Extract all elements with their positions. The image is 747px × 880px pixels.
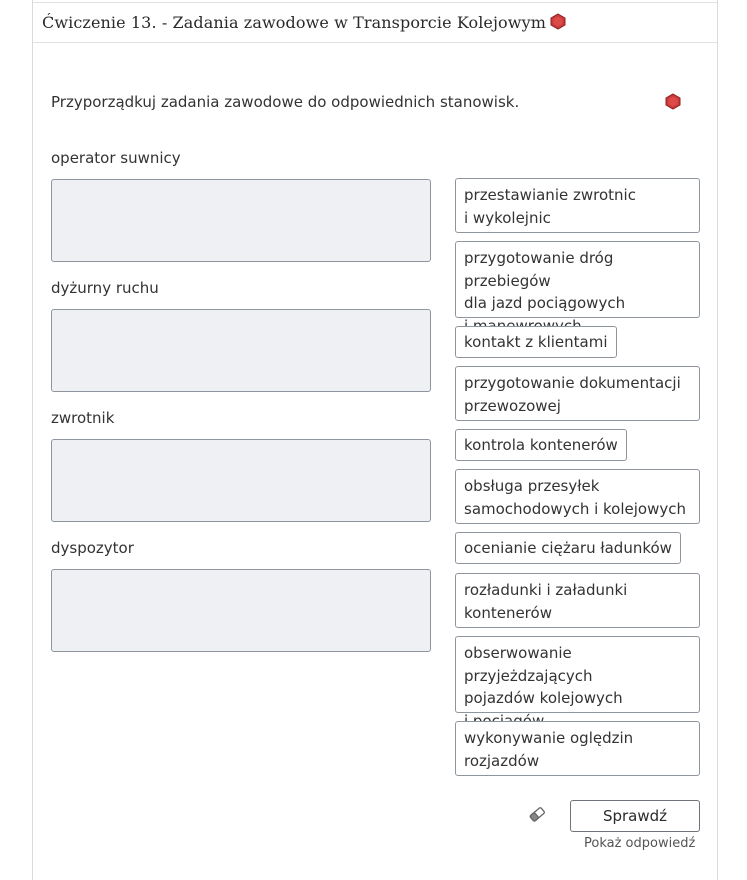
exercise-instruction: Przyporządkuj zadania zawodowe do odpowiednich stanowisk.	[51, 93, 520, 111]
slot-label-dyspozytor: dyspozytor	[51, 539, 134, 557]
show-answer-link[interactable]: Pokaż odpowiedź	[584, 836, 696, 851]
slot-label-operator-suwnicy: operator suwnicy	[51, 149, 181, 167]
answer-tile[interactable]: obsługa przesyłek samochodowych i kolejowych	[455, 469, 700, 524]
answer-tile[interactable]: kontrola kontenerów	[455, 429, 627, 461]
drop-zone-operator-suwnicy[interactable]	[51, 179, 431, 262]
slot-label-dyzurny-ruchu: dyżurny ruchu	[51, 279, 159, 297]
answer-tile[interactable]: rozładunki i załadunki kontenerów	[455, 573, 700, 628]
drop-zone-zwrotnik[interactable]	[51, 439, 431, 522]
answer-tile[interactable]: przestawianie zwrotnic i wykolejnic	[455, 178, 700, 233]
difficulty-hexagon-icon	[550, 13, 566, 34]
slot-label-zwrotnik: zwrotnik	[51, 409, 115, 427]
drop-zone-dyzurny-ruchu[interactable]	[51, 309, 431, 392]
drop-zone-dyspozytor[interactable]	[51, 569, 431, 652]
answer-tile[interactable]: wykonywanie oględzin rozjazdów	[455, 721, 700, 776]
answer-tile[interactable]: przygotowanie dróg przebiegów dla jazd pociągowych	[455, 241, 700, 318]
answer-tile[interactable]: kontakt z klientami	[455, 326, 617, 358]
check-button[interactable]: Sprawdź	[570, 800, 700, 832]
exercise-card	[32, 0, 718, 880]
exercise-title: Ćwiczenie 13. - Zadania zawodowe w Transporcie Kolejowym	[42, 13, 546, 32]
difficulty-hexagon-icon	[665, 93, 681, 114]
answer-tile[interactable]: obserwowanie przyjeżdzających pojazdów kolejowych	[455, 636, 700, 713]
eraser-icon[interactable]	[528, 806, 546, 826]
answer-tile[interactable]: przygotowanie dokumentacji przewozowej	[455, 366, 700, 421]
exercise-header	[33, 2, 717, 43]
answer-tile[interactable]: ocenianie ciężaru ładunków	[455, 532, 681, 564]
